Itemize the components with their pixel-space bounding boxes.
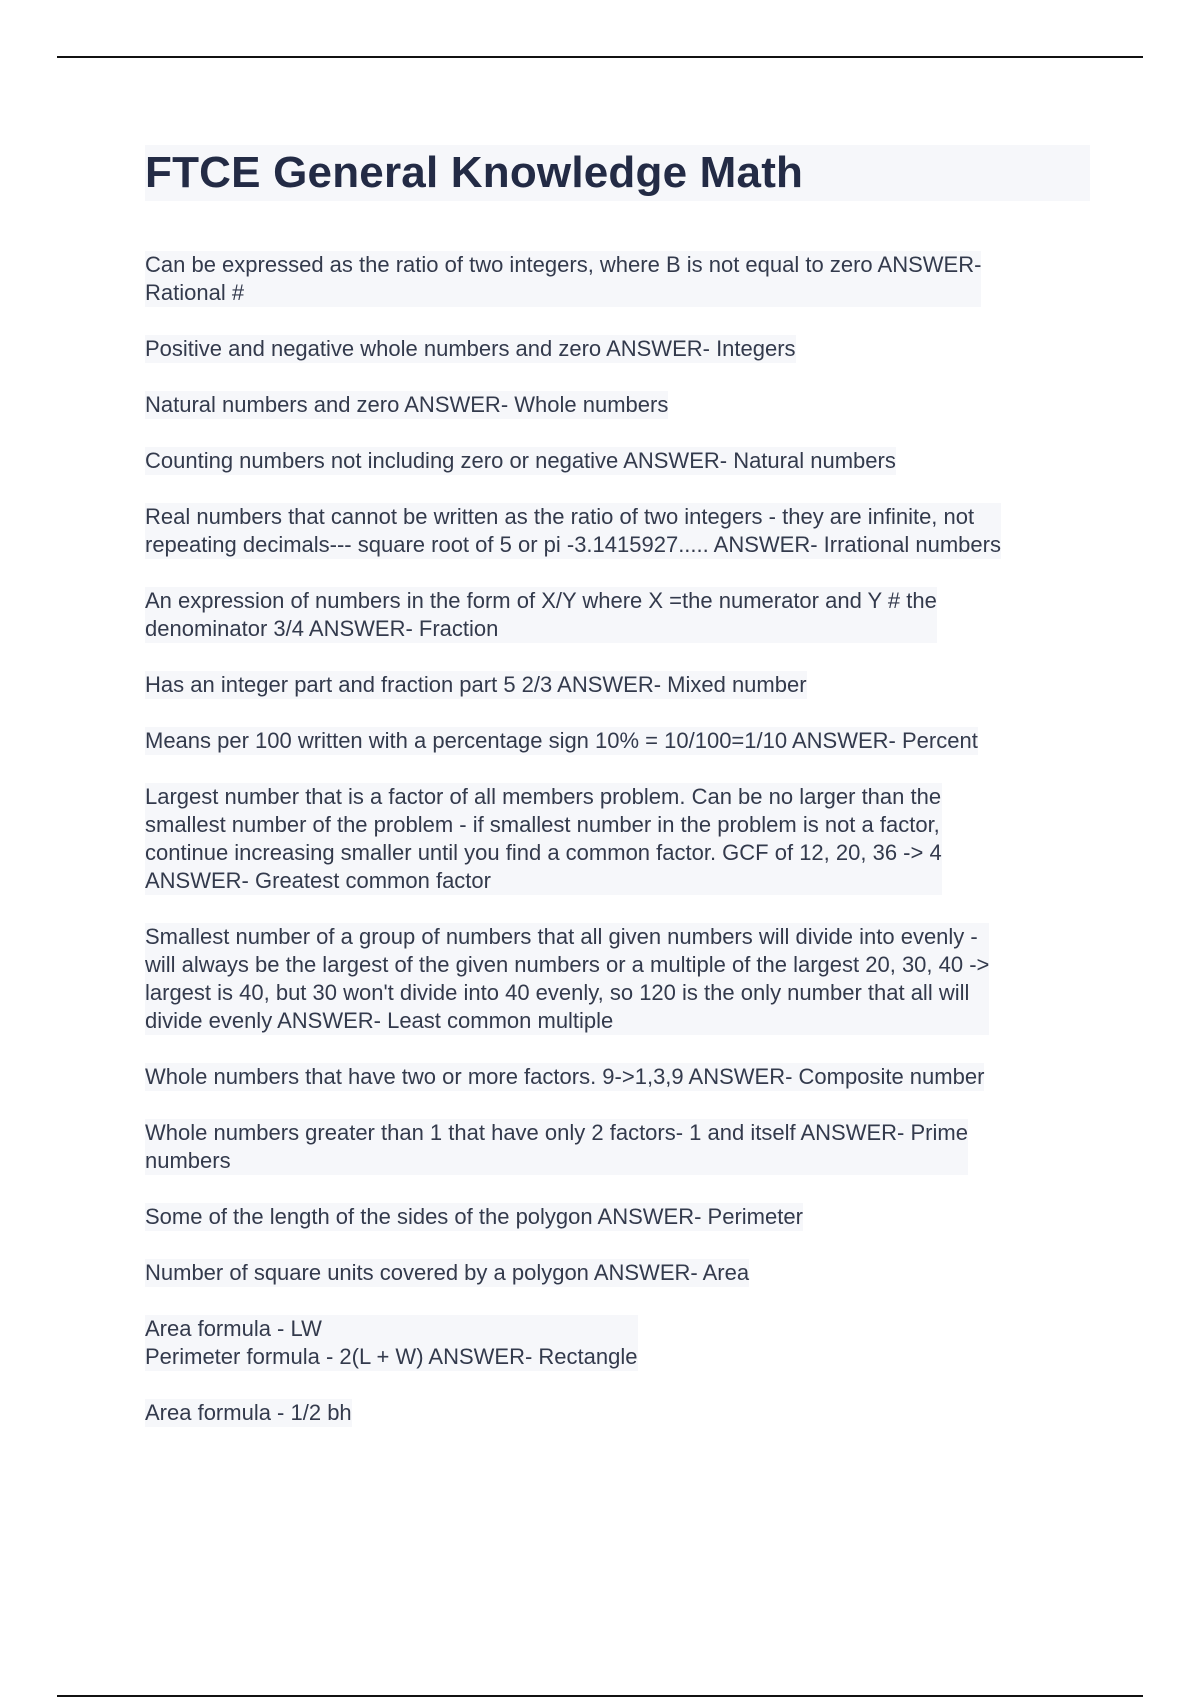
flashcard: Some of the length of the sides of the polygon ANSWER- Perimeter — [145, 1204, 803, 1229]
top-rule — [57, 56, 1143, 58]
flashcard: Area formula - LW Perimeter formula - 2(L + W) ANSWER- Rectangle — [145, 1316, 638, 1369]
flashcard: Can be expressed as the ratio of two integers, where B is not equal to zero ANSWER- Rational # — [145, 252, 982, 305]
flashcard: Number of square units covered by a polygon ANSWER- Area — [145, 1260, 750, 1285]
flashcard: Counting numbers not including zero or negative ANSWER- Natural numbers — [145, 448, 896, 473]
flashcard: Positive and negative whole numbers and zero ANSWER- Integers — [145, 336, 796, 361]
flashcard: Area formula - 1/2 bh — [145, 1400, 352, 1425]
page-title: FTCE General Knowledge Math — [145, 148, 804, 197]
flashcard: Whole numbers greater than 1 that have only 2 factors- 1 and itself ANSWER- Prime numbers — [145, 1120, 968, 1173]
document-body — [145, 145, 1090, 1455]
flashcard: Has an integer part and fraction part 5 2/3 ANSWER- Mixed number — [145, 672, 807, 697]
flashcard: Whole numbers that have two or more factors. 9->1,3,9 ANSWER- Composite number — [145, 1064, 985, 1089]
flashcard: Means per 100 written with a percentage sign 10% = 10/100=1/10 ANSWER- Percent — [145, 728, 978, 753]
flashcard: An expression of numbers in the form of X/Y where X =the numerator and Y # the denominator 3/4 ANSWER- Fraction — [145, 588, 937, 641]
flashcard: Largest number that is a factor of all members problem. Can be no larger than the smallest number of the problem - if smallest number in the problem is not a factor, continue increasing smaller until you find a common factor. GCF of 12, 20, 36 -> 4 ANSWER- Greatest common factor — [145, 784, 942, 893]
flashcard: Natural numbers and zero ANSWER- Whole numbers — [145, 392, 669, 417]
title-block — [145, 145, 1090, 201]
flashcard: Smallest number of a group of numbers that all given numbers will divide into evenly - will always be the largest of the given numbers or a multiple of the largest 20, 30, 40 -> largest is 40, but 30 won't divide into 40 evenly, so 120 is the only number that all will divide evenly ANSWER- Least common multiple — [145, 924, 990, 1033]
flashcard: Real numbers that cannot be written as the ratio of two integers - they are infinite, not repeating decimals--- square root of 5 or pi -3.1415927..... ANSWER- Irrational numbers — [145, 504, 1001, 557]
bottom-rule — [57, 1695, 1143, 1697]
